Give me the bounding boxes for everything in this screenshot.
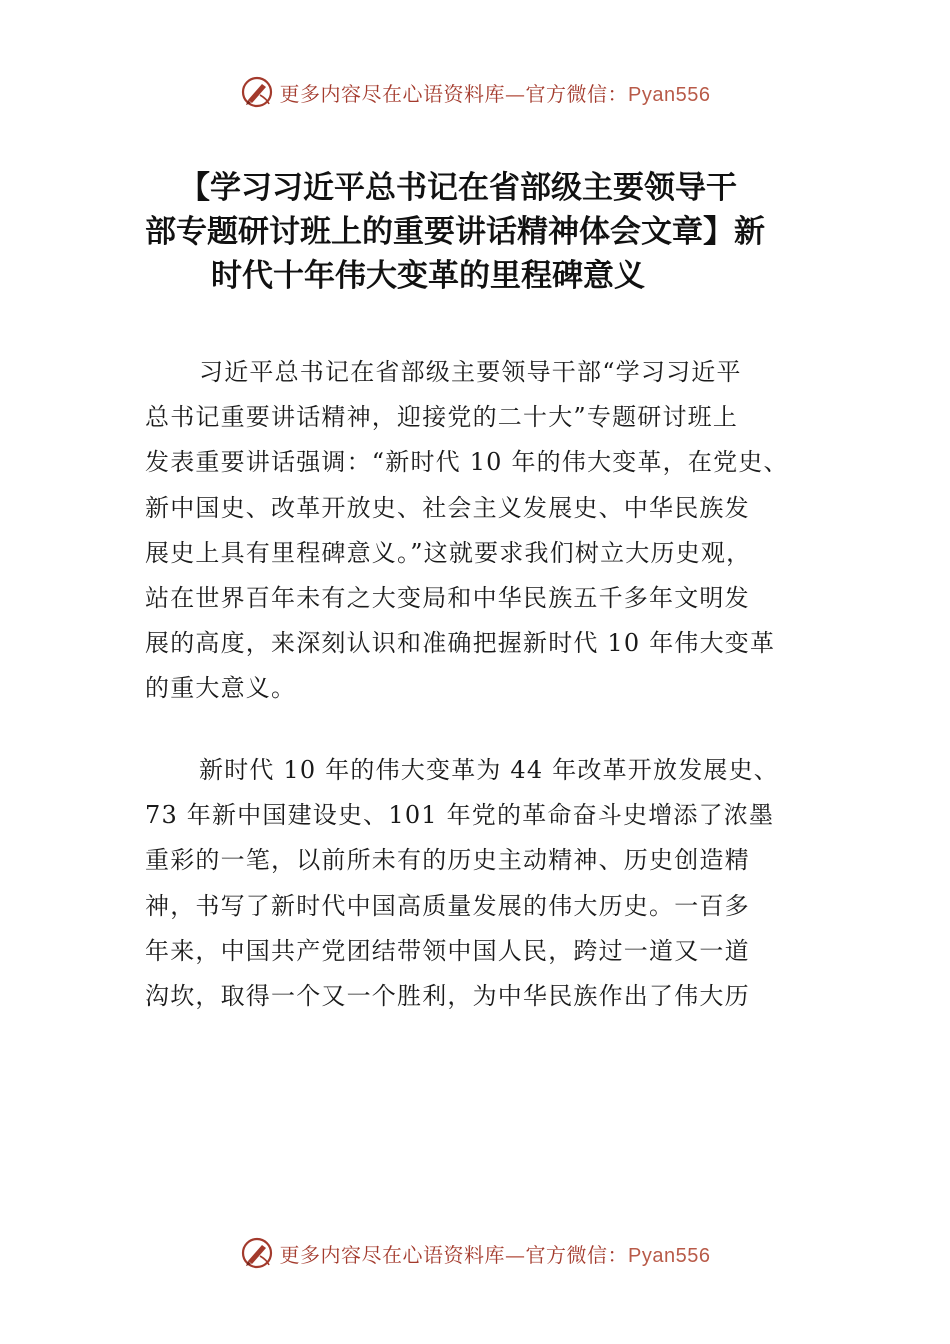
banner-slogan: 更多内容尽在心语资料库 [279, 1242, 506, 1267]
paragraph-line: 年来，中国共产党团结带领中国人民，跨过一道又一道 [145, 936, 750, 965]
banner-wechat-label: 官方微信： [525, 81, 629, 106]
paragraph-line: 总书记重要讲话精神，迎接党的二十大”专题研讨班上 [145, 403, 739, 432]
title-line-1: 【学习习近平总书记在省部级主要领导干 [179, 170, 737, 206]
banner-wechat-id: Pyan556 [628, 1244, 711, 1267]
paragraph-line: 新中国史、改革开放史、社会主义发展史、中华民族发 [145, 493, 750, 522]
banner-text [280, 78, 711, 107]
paragraph-line: 沟坎，取得一个又一个胜利，为中华民族作出了伟大历 [145, 982, 750, 1011]
banner-dash: — [505, 1242, 526, 1267]
paragraph-line: 展史上具有里程碑意义。”这就要求我们树立大历史观， [145, 538, 752, 567]
paragraph-line: 73 年新中国建设史、101 年党的革命奋斗史增添了浓墨 [145, 801, 775, 830]
document-title [145, 166, 825, 298]
banner-dash: — [505, 81, 526, 106]
paragraph-line: 神，书写了新时代中国高质量发展的伟大历史。一百多 [145, 891, 750, 920]
paragraph-1 [145, 350, 810, 712]
paragraph-line: 习近平总书记在省部级主要领导干部“学习习近平 [199, 358, 742, 386]
paragraph-line: 站在世界百年未有之大变局和中华民族五千多年文明发 [145, 584, 750, 613]
title-line-2: 部专题研讨班上的重要讲话精神体会文章】新 [145, 214, 765, 250]
paragraph-line: 展的高度，来深刻认识和准确把握新时代 10 年伟大变革 [145, 629, 776, 658]
paragraph-line: 新时代 10 年的伟大变革为 44 年改革开放发展史、 [199, 756, 779, 784]
banner-text [280, 1239, 711, 1268]
header-banner [0, 72, 950, 112]
pen-logo-icon [240, 75, 274, 109]
footer-banner [0, 1233, 950, 1273]
banner-wechat-id: Pyan556 [628, 83, 711, 106]
title-line-3: 时代十年伟大变革的里程碑意义 [211, 258, 645, 294]
paragraph-line: 重彩的一笔，以前所未有的历史主动精神、历史创造精 [145, 846, 750, 875]
paragraph-line: 发表重要讲话强调：“新时代 10 年的伟大变革，在党史、 [145, 448, 789, 477]
banner-wechat-label: 官方微信： [525, 1242, 629, 1267]
banner-slogan: 更多内容尽在心语资料库 [279, 81, 506, 106]
paragraph-2 [145, 748, 810, 1019]
paragraph-line: 的重大意义。 [145, 674, 297, 703]
pen-logo-icon [240, 1236, 274, 1270]
